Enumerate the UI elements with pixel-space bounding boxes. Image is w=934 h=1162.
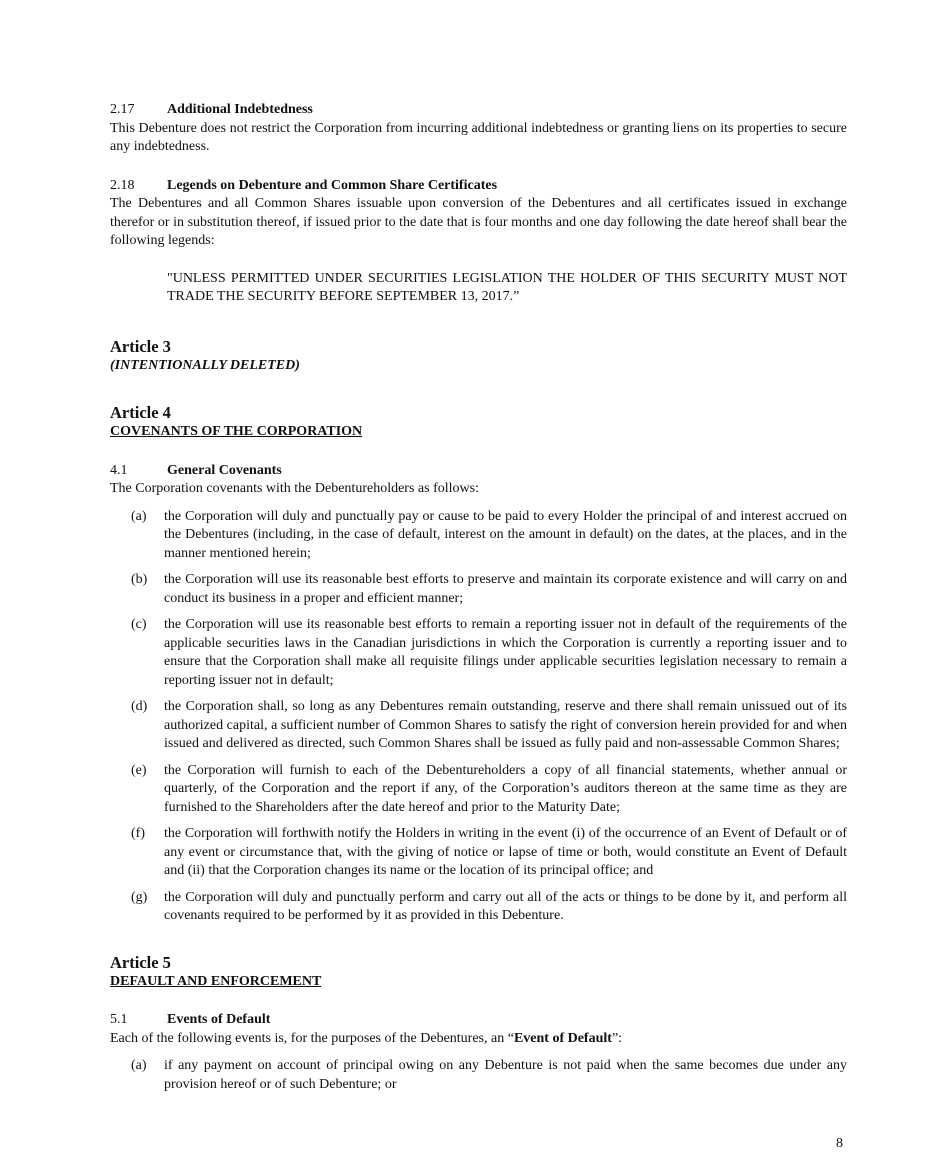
item-label: (a): [131, 1058, 147, 1073]
list-item: [110, 698, 847, 754]
section-2-17-body: This Debenture does not restrict the Corporation from incurring additional indebtedness or granting liens on its properties to secure any indebtedness.: [110, 120, 847, 154]
item-text: the Corporation will forthwith notify the Holders in writing in the event (i) of the occurrence of an Event of Default or of any event or circumstance that, with the giving of notice or lapse of time or both, would constitute an Event of Default and (ii) that the Corporation changes its name or the location of its principal office; and: [164, 826, 847, 878]
article-3-heading: Article 3: [110, 336, 171, 356]
item-text: the Corporation will use its reasonable best efforts to preserve and maintain its corporate existence and will carry on and conduct its business in a proper and efficient manner;: [164, 572, 847, 606]
intro-text: Each of the following events is, for the purposes of the Debentures, an “: [110, 1030, 514, 1046]
events-of-default-list: [110, 1057, 847, 1094]
list-item: [110, 825, 847, 881]
section-5-1-heading: [110, 1011, 847, 1030]
item-label: (a): [131, 508, 147, 524]
item-text: if any payment on account of principal owing on any Debenture is not paid when the same becomes due under any provision hereof or of such Debenture; or: [164, 1058, 847, 1092]
legend-quote: "UNLESS PERMITTED UNDER SECURITIES LEGISLATION THE HOLDER OF THIS SECURITY MUST NOT TRADE THE SECURITY BEFORE SEPTEMBER 13, 2017.”: [167, 270, 847, 304]
intro-text: ”:: [611, 1030, 623, 1046]
article-4-subtitle: COVENANTS OF THE CORPORATION: [110, 424, 363, 439]
item-text: the Corporation will duly and punctually perform and carry out all of the acts or things to be done by it, and perform all covenants required to be performed by it as provided in this Debenture.: [164, 889, 847, 923]
item-label: (g): [131, 889, 148, 905]
article-5-heading: Article 5: [110, 952, 171, 972]
list-item: [110, 508, 847, 564]
article-5-subtitle: DEFAULT AND ENFORCEMENT: [110, 973, 322, 989]
section-number: 4.1: [110, 462, 128, 478]
list-item: [110, 616, 847, 690]
section-4-1-heading: [110, 462, 847, 481]
list-item: [110, 762, 847, 818]
item-text: the Corporation shall, so long as any Debentures remain outstanding, reserve and there shall remain unissued out of its authorized capital, a sufficient number of Common Shares to satisfy the right of conversion herein provided for and when issued and delivered as directed, such Common Shares shall be issued as fully paid and non-assessable Common Shares;: [164, 699, 847, 751]
section-5-1-intro: [110, 1030, 847, 1049]
item-label: (e): [131, 762, 147, 778]
page-number: 8: [836, 1136, 843, 1151]
list-item: [110, 571, 847, 608]
section-title: Additional Indebtedness: [167, 102, 313, 117]
section-2-18-heading: [110, 177, 847, 196]
list-item: [110, 889, 847, 926]
item-text: the Corporation will use its reasonable best efforts to remain a reporting issuer not in default of the requirements of the applicable securities laws in the Canadian jurisdictions in which the Corporation is currently a reporting issuer and to ensure that the Corporation shall make all requisite filings under applicable securities legislation necessary to remain a reporting issuer not in default;: [164, 617, 847, 688]
item-text: the Corporation will furnish to each of the Debentureholders a copy of all financial statements, whether annual or quarterly, of the Corporation and the report if any, of the Corporation’s auditors thereon at the same time as they are furnished to the Shareholders after the date hereof and prior to the Maturity Date;: [164, 762, 847, 815]
item-label: (f): [131, 826, 145, 841]
section-title: Events of Default: [167, 1012, 271, 1027]
list-item: [110, 1057, 847, 1094]
document-page: [110, 101, 847, 1102]
item-text: the Corporation will duly and punctually pay or cause to be paid to every Holder the principal of and interest accrued on the Debentures (including, in the case of default, interest on the amount in default) on the dates, at the places, and in the manner mentioned herein;: [164, 508, 847, 561]
covenants-list: [110, 508, 847, 926]
section-2-17-heading: [110, 101, 847, 120]
section-4-1-intro: The Corporation covenants with the Debentureholders as follows:: [110, 481, 479, 496]
section-2-18-body: The Debentures and all Common Shares issuable upon conversion of the Debentures and all certificates issued in exchange therefor or in substitution thereof, if issued prior to the date that is four months and one day following the date hereof shall bear the following legends:: [110, 196, 847, 248]
section-number: 5.1: [110, 1012, 128, 1027]
section-number: 2.18: [110, 177, 135, 193]
section-title: Legends on Debenture and Common Share Certificates: [167, 177, 498, 193]
section-number: 2.17: [110, 102, 135, 117]
article-4-heading: Article 4: [110, 403, 171, 422]
item-label: (b): [131, 572, 148, 587]
item-label: (c): [131, 617, 147, 632]
item-label: (d): [131, 699, 148, 714]
article-3-subtitle: (INTENTIONALLY DELETED): [110, 357, 300, 373]
defined-term: Event of Default: [513, 1030, 612, 1046]
section-title: General Covenants: [167, 462, 282, 478]
